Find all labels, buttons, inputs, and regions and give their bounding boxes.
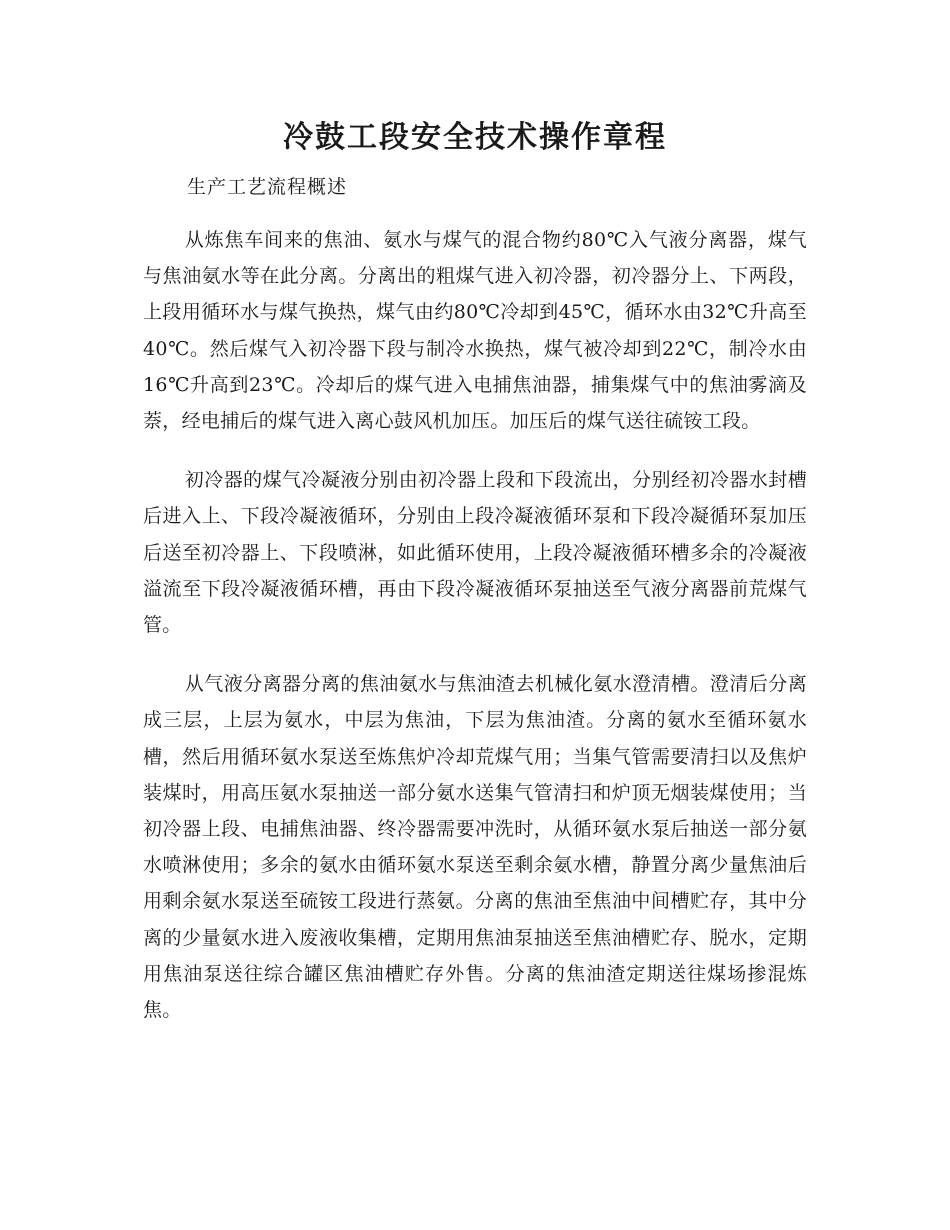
paragraph-2: 初冷器的煤气冷凝液分别由初冷器上段和下段流出，分别经初冷器水封槽后进入上、下段冷凝液循环，分别由上段冷凝液循环泵和下段冷凝循环泵加压后送至初冷器上、下段喷淋，如此循环使用，上段冷凝液循环槽多余的冷凝液溢流至下段冷凝液循环槽，再由下段冷凝液循环泵抽送至气液分离器前荒煤气管。 — [143, 469, 807, 637]
section-heading: 生产工艺流程概述 — [187, 176, 348, 198]
document-body — [143, 222, 807, 1051]
paragraph-3: 从气液分离器分离的焦油氨水与焦油渣去机械化氨水澄清槽。澄清后分离成三层，上层为氨水，中层为焦油，下层为焦油渣。分离的氨水至循环氨水槽，然后用循环氨水泵送至炼焦炉冷却荒煤气用；当集气管需要清扫以及焦炉装煤时，用高压氨水泵抽送一部分氨水送集气管清扫和炉顶无烟装煤使用；当初冷器上段、电捕焦油器、终冷器需要冲洗时，从循环氨水泵后抽送一部分氨水喷淋使用；多余的氨水由循环氨水泵送至剩余氨水槽，静置分离少量焦油后用剩余氨水泵送至硫铵工段进行蒸氨。分离的焦油至焦油中间槽贮存，其中分离的少量氨水进入废液收集槽，定期用焦油泵抽送至焦油槽贮存、脱水，定期用焦油泵送往综合罐区焦油槽贮存外售。分离的焦油渣定期送往煤场掺混炼焦。 — [143, 673, 807, 1022]
paragraph-1: 从炼焦车间来的焦油、氨水与煤气的混合物约80℃入气液分离器，煤气与焦油氨水等在此分离。分离出的粗煤气进入初冷器，初冷器分上、下两段，上段用循环水与煤气换热，煤气由约80℃冷却到45℃，循环水由32℃升高至40℃。然后煤气入初冷器下段与制冷水换热，煤气被冷却到22℃，制冷水由16℃升高到23℃。冷却后的煤气进入电捕焦油器，捕集煤气中的焦油雾滴及萘，经电捕后的煤气进入离心鼓风机加压。加压后的煤气送往硫铵工段。 — [143, 229, 807, 433]
document-title: 冷鼓工段安全技术操作章程 — [283, 120, 667, 155]
